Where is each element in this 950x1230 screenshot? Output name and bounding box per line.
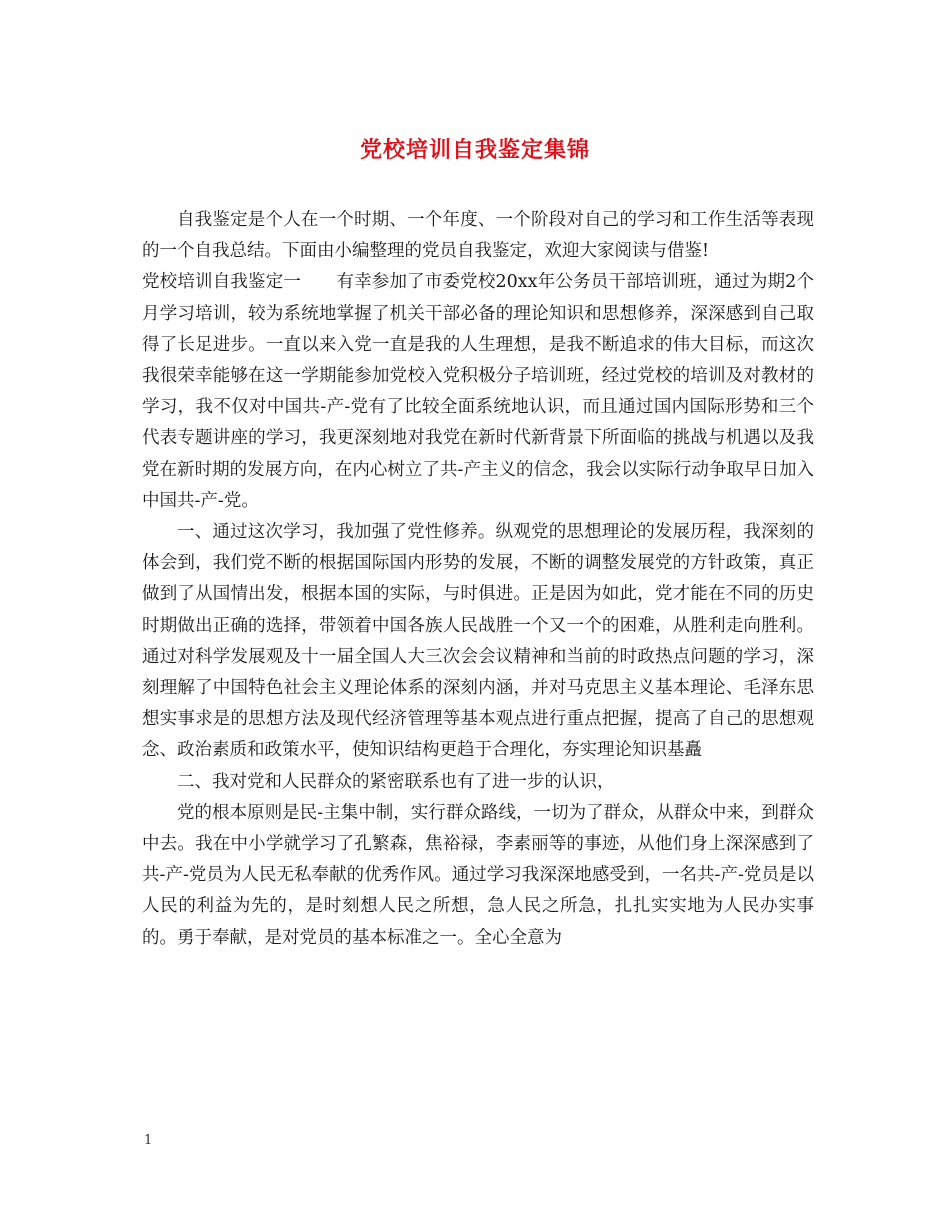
document-title: 党校培训自我鉴定集锦 — [359, 137, 590, 163]
paragraph-point-one: 一、通过这次学习，我加强了党性修养。纵观党的思想理论的发展历程，我深刻的体会到，我们党不断的根据国际国内形势的发展，不断的调整发展党的方针政策，真正做到了从国情出发，根据本国的实际，与时俱进。正是因为如此，党才能在不同的历史时期做出正确的选择，带领着中国各族人民战胜一个又一个的困难，从胜利走向胜利。通过对科学发展观及十一届全国人大三次会会议精神和当前的时政热点问题的学习，深刻理解了中国特色社会主义理论体系的深刻内涵，并对马克思主义基本理论、毛泽东思想实事求是的思想方法及现代经济管理等基本观点进行重点把握，提高了自己的思想观念、政治素质和政策水平，使知识结构更趋于合理化，夯实理论知识基矗 — [142, 522, 814, 761]
paragraph-intro: 自我鉴定是个人在一个时期、一个年度、一个阶段对自己的学习和工作生活等表现的一个自我总结。下面由小编整理的党员自我鉴定，欢迎大家阅读与借鉴! — [142, 210, 814, 262]
document-body — [142, 205, 814, 954]
page-number: 1 — [144, 1133, 153, 1148]
paragraph-point-two: 二、我对党和人民群众的紧密联系也有了进一步的认识， — [177, 771, 615, 792]
paragraph-section-one-intro: 党校培训自我鉴定一 有幸参加了市委党校20xx年公务员干部培训班，通过为期2个月学习培训，较为系统地掌握了机关干部必备的理论知识和思想修养，深深感到自己取得了长足进步。一直以来入党一直是我的人生理想，是我不断追求的伟大目标，而这次我很荣幸能够在这一学期能参加党校入党积极分子培训班，经过党校的培训及对教材的学习，我不仅对中国共-产-党有了比较全面系统地认识，而且通过国内国际形势和三个代表专题讲座的学习，我更深刻地对我党在新时代新背景下所面临的挑战与机遇以及我党在新时期的发展方向，在内心树立了共-产主义的信念，我会以实际行动争取早日加入中国共-产-党。 — [142, 272, 814, 511]
paragraph-principle: 党的根本原则是民-主集中制，实行群众路线，一切为了群众，从群众中来，到群众中去。我在中小学就学习了孔繁森，焦裕禄，李素丽等的事迹，从他们身上深深感到了共-产-党员为人民无私奉献的优秀作风。通过学习我深深地感受到，一名共-产-党员是以人民的利益为先的，是时刻想人民之所想，急人民之所急，扎扎实实地为人民办实事的。勇于奉献，是对党员的基本标准之一。全心全意为 — [142, 802, 814, 948]
